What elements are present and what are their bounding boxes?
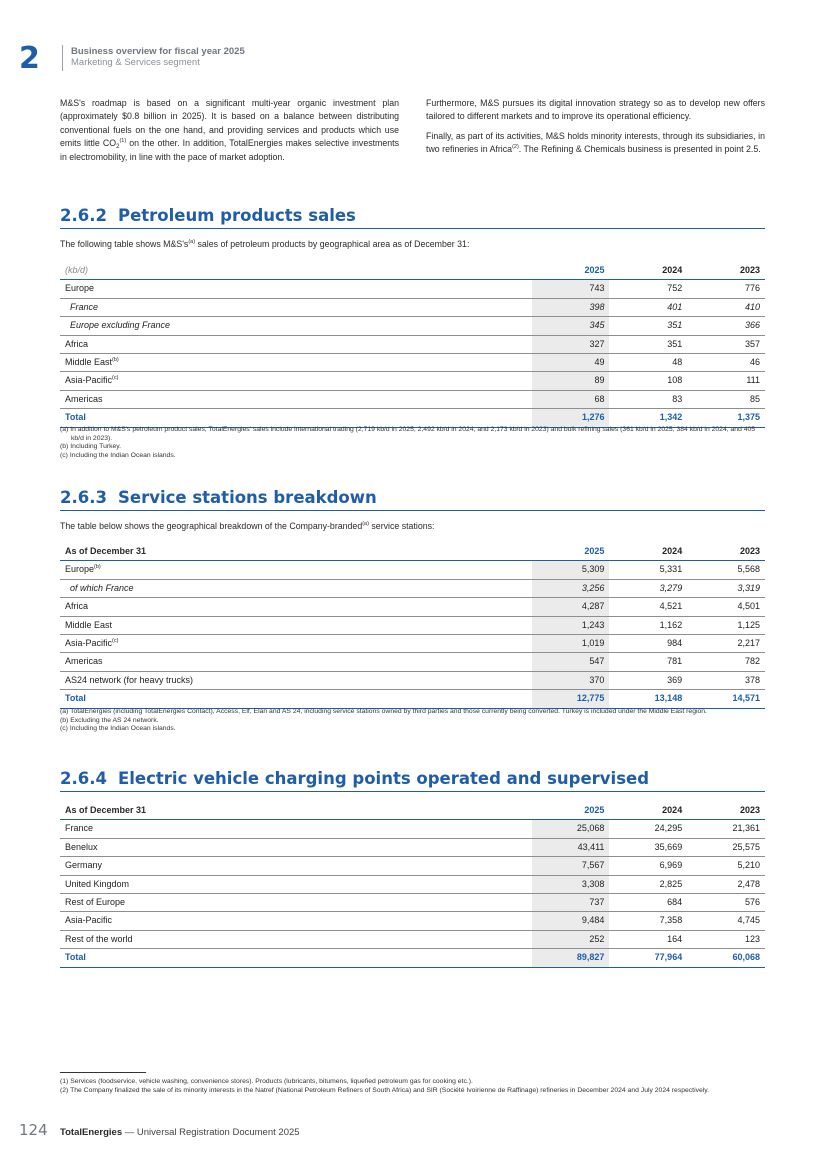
cell-value: 1,162 [609,616,687,634]
table-row [60,598,765,616]
section-number: 2.6.4 [60,769,107,788]
cell-value: 5,210 [687,857,765,875]
header-subtitle: Marketing & Services segment [71,57,200,68]
cell-value: 3,279 [609,579,687,597]
section-title: Electric vehicle charging points operated and supervised [118,769,650,788]
row-label: Americas [60,653,532,671]
section-title: Service stations breakdown [118,488,377,507]
cell-value: 378 [687,671,765,689]
table-total-row [60,949,765,967]
table-notes [60,708,765,734]
cell-value: 781 [609,653,687,671]
cell-value: 4,287 [532,598,610,616]
year-header: 2024 [609,802,687,820]
cell-value: 252 [532,930,610,948]
table-header-row [60,262,765,280]
cell-value: 3,319 [687,579,765,597]
table-row [60,354,765,372]
cell-value: 776 [687,280,765,298]
row-label: Total [60,949,532,967]
cell-value: 2,217 [687,635,765,653]
cell-value: 21,361 [687,820,765,838]
chapter-number: 2 [19,41,40,76]
table-note: (b) Including Turkey. [60,443,122,451]
row-label: Middle East [60,616,532,634]
cell-value: 111 [687,372,765,390]
cell-value: 782 [687,653,765,671]
row-label: Germany [60,857,532,875]
cell-value: 369 [609,671,687,689]
cell-value: 351 [609,335,687,353]
header-title: Business overview for fiscal year 2025 [71,46,245,57]
cell-value: 370 [532,671,610,689]
cell-value: 398 [532,298,610,316]
cell-value: 7,358 [609,912,687,930]
table-row [60,280,765,298]
table-note: (c) Including the Indian Ocean islands. [60,451,176,459]
table-row [60,317,765,335]
row-label: Rest of Europe [60,894,532,912]
year-header: 2025 [532,262,610,280]
cell-value: 83 [609,390,687,408]
cell-value: 984 [609,635,687,653]
cell-value: 25,575 [687,838,765,856]
section-intro: The following table shows $M\&S's^{(a)}$ sales of petroleum products by geographical area as of December 31: [60,239,470,249]
row-label: Americas [60,390,532,408]
cell-value: 4,745 [687,912,765,930]
table-note: (b) Excluding the AS 24 network. [60,716,159,724]
cell-value: 89,827 [532,949,610,967]
cell-value: 5,568 [687,561,765,579]
cell-value: 89 [532,372,610,390]
cell-value: 327 [532,335,610,353]
cell-value: 12,775 [532,690,610,708]
cell-value: 108 [609,372,687,390]
table-row [60,671,765,689]
row-label: Asia-Pacific$^{(c)}$ [60,635,532,653]
cell-value: 49 [532,354,610,372]
row-label: of which France [60,579,532,597]
table-total-row [60,690,765,708]
petroleum-sales-table [60,262,765,428]
cell-value: 13,148 [609,690,687,708]
year-header: 2024 [609,543,687,561]
table-row [60,390,765,408]
cell-value: 345 [532,317,610,335]
table-row [60,579,765,597]
row-label: Asia-Pacific$^{(c)}$ [60,372,532,390]
row-label: Europe$^{(b)}$ [60,561,532,579]
cell-value: 164 [609,930,687,948]
section-heading-264 [60,769,765,792]
table-row [60,930,765,948]
table-row [60,616,765,634]
row-label: Europe excluding France [60,317,532,335]
table-note: (c) Including the Indian Ocean islands. [60,725,176,733]
table-note: (a) TotalEnergies (including TotalEnergies Contact), Access, Elf, Elan and AS 24, including service stations owned by third parties and those currently being converted. Turkey is included under the Middle East region. [60,708,707,715]
cell-value: 576 [687,894,765,912]
cell-value: 4,501 [687,598,765,616]
cell-value: 5,309 [532,561,610,579]
cell-value: 1,342 [609,409,687,427]
table-row [60,561,765,579]
section-title: Petroleum products sales [118,206,356,225]
ev-charging-table [60,802,765,968]
cell-value: 46 [687,354,765,372]
row-label: France [60,298,532,316]
table-note: (a) In addition to M&S's petroleum product sales, TotalEnergies' sales include international trading (2,719 kb/d in 2025, 2,492 kb/d in 2024, and 2,173 kb/d in 2023) and bulk refining sales (361 kb/d in 2025, 384 kb/d in 2024, and 405 kb/d in 2023). [60,426,756,442]
row-label: Benelux [60,838,532,856]
table-row [60,912,765,930]
cell-value: 1,019 [532,635,610,653]
table-total-row [60,409,765,427]
table-row [60,372,765,390]
cell-value: 737 [532,894,610,912]
row-label: Total [60,409,532,427]
row-label: Middle East$^{(b)}$ [60,354,532,372]
service-stations-table [60,543,765,709]
cell-value: 351 [609,317,687,335]
table-row [60,653,765,671]
cell-value: 401 [609,298,687,316]
cell-value: 9,484 [532,912,610,930]
year-header: 2023 [687,262,765,280]
table-header-row [60,543,765,561]
table-row [60,298,765,316]
table-header-row [60,802,765,820]
cell-value: 85 [687,390,765,408]
intro-left-column [60,97,399,170]
cell-value: 743 [532,280,610,298]
intro-paragraph: Finally, as part of its activities, M&S holds minority interests, through its subsidiaries, in two refineries in Africa$^{(2)}$. The Refining & Chemicals business is presented in point 2.5. [426,130,765,155]
cell-value: 1,276 [532,409,610,427]
row-label: United Kingdom [60,875,532,893]
table-row [60,894,765,912]
year-header: 2025 [532,543,610,561]
section-intro: The table below shows the geographical breakdown of the Company-branded$^{(a)}$ service stations: [60,521,435,531]
page-footnotes [60,1078,765,1095]
row-label: Africa [60,335,532,353]
asof-header: As of December 31 [60,802,532,820]
cell-value: 366 [687,317,765,335]
cell-value: 2,478 [687,875,765,893]
cell-value: 123 [687,930,765,948]
year-header: 2025 [532,802,610,820]
table-row [60,857,765,875]
cell-value: 14,571 [687,690,765,708]
cell-value: 410 [687,298,765,316]
cell-value: 48 [609,354,687,372]
footer-text: TotalEnergies — Universal Registration Document 2025 [60,1127,300,1138]
year-header: 2023 [687,543,765,561]
table-row [60,635,765,653]
year-header: 2023 [687,802,765,820]
unit-header: (kb/d) [60,262,532,280]
cell-value: 4,521 [609,598,687,616]
cell-value: 547 [532,653,610,671]
section-heading-263 [60,488,765,511]
row-label: AS24 network (for heavy trucks) [60,671,532,689]
cell-value: 35,669 [609,838,687,856]
year-header: 2024 [609,262,687,280]
table-notes [60,426,765,460]
section-heading-262 [60,206,765,229]
row-label: Total [60,690,532,708]
cell-value: 684 [609,894,687,912]
header-divider [62,45,63,71]
cell-value: 24,295 [609,820,687,838]
cell-value: 2,825 [609,875,687,893]
intro-paragraph: M&S's roadmap is based on a significant multi-year organic investment plan (approximately $0.8 billion in 2025). It is based on a balance between distributing conventional fuels on the one hand, and providing services and products which use emits little $CO_2^{(1)}$ on the other. In addition, TotalEnergies makes selective investments in electromobility, in line with the pace of market adoption. [60,98,400,162]
table-row [60,875,765,893]
asof-header: As of December 31 [60,543,532,561]
footnote: (1) Services (foodservice, vehicle washing, convenience stores). Products (lubricants, bitumens, liquefied petroleum gas for cooking etc.). [60,1078,473,1085]
cell-value: 43,411 [532,838,610,856]
table-row [60,820,765,838]
cell-value: 60,068 [687,949,765,967]
row-label: Asia-Pacific [60,912,532,930]
row-label: Rest of the world [60,930,532,948]
cell-value: 7,567 [532,857,610,875]
cell-value: 1,125 [687,616,765,634]
cell-value: 5,331 [609,561,687,579]
row-label: Europe [60,280,532,298]
intro-paragraph: Furthermore, M&S pursues its digital innovation strategy so as to develop new offers tailored to different markets and to improve its operational efficiency. [426,98,765,122]
cell-value: 68 [532,390,610,408]
table-row [60,335,765,353]
cell-value: 1,375 [687,409,765,427]
cell-value: 77,964 [609,949,687,967]
section-number: 2.6.2 [60,206,107,225]
section-number: 2.6.3 [60,488,107,507]
cell-value: 3,256 [532,579,610,597]
table-row [60,838,765,856]
row-label: France [60,820,532,838]
cell-value: 6,969 [609,857,687,875]
page-number: 124 [19,1121,48,1139]
cell-value: 357 [687,335,765,353]
footnote: (2) The Company finalized the sale of its minority interests in the Natref (National Petroleum Refiners of South Africa) and SIR (Société Ivoirienne de Raffinage) refineries in December 2024 and July 2024 respectively. [60,1086,710,1094]
footnote-rule [60,1072,146,1073]
intro-right-column [426,97,765,163]
cell-value: 3,308 [532,875,610,893]
cell-value: 25,068 [532,820,610,838]
cell-value: 752 [609,280,687,298]
cell-value: 1,243 [532,616,610,634]
row-label: Africa [60,598,532,616]
